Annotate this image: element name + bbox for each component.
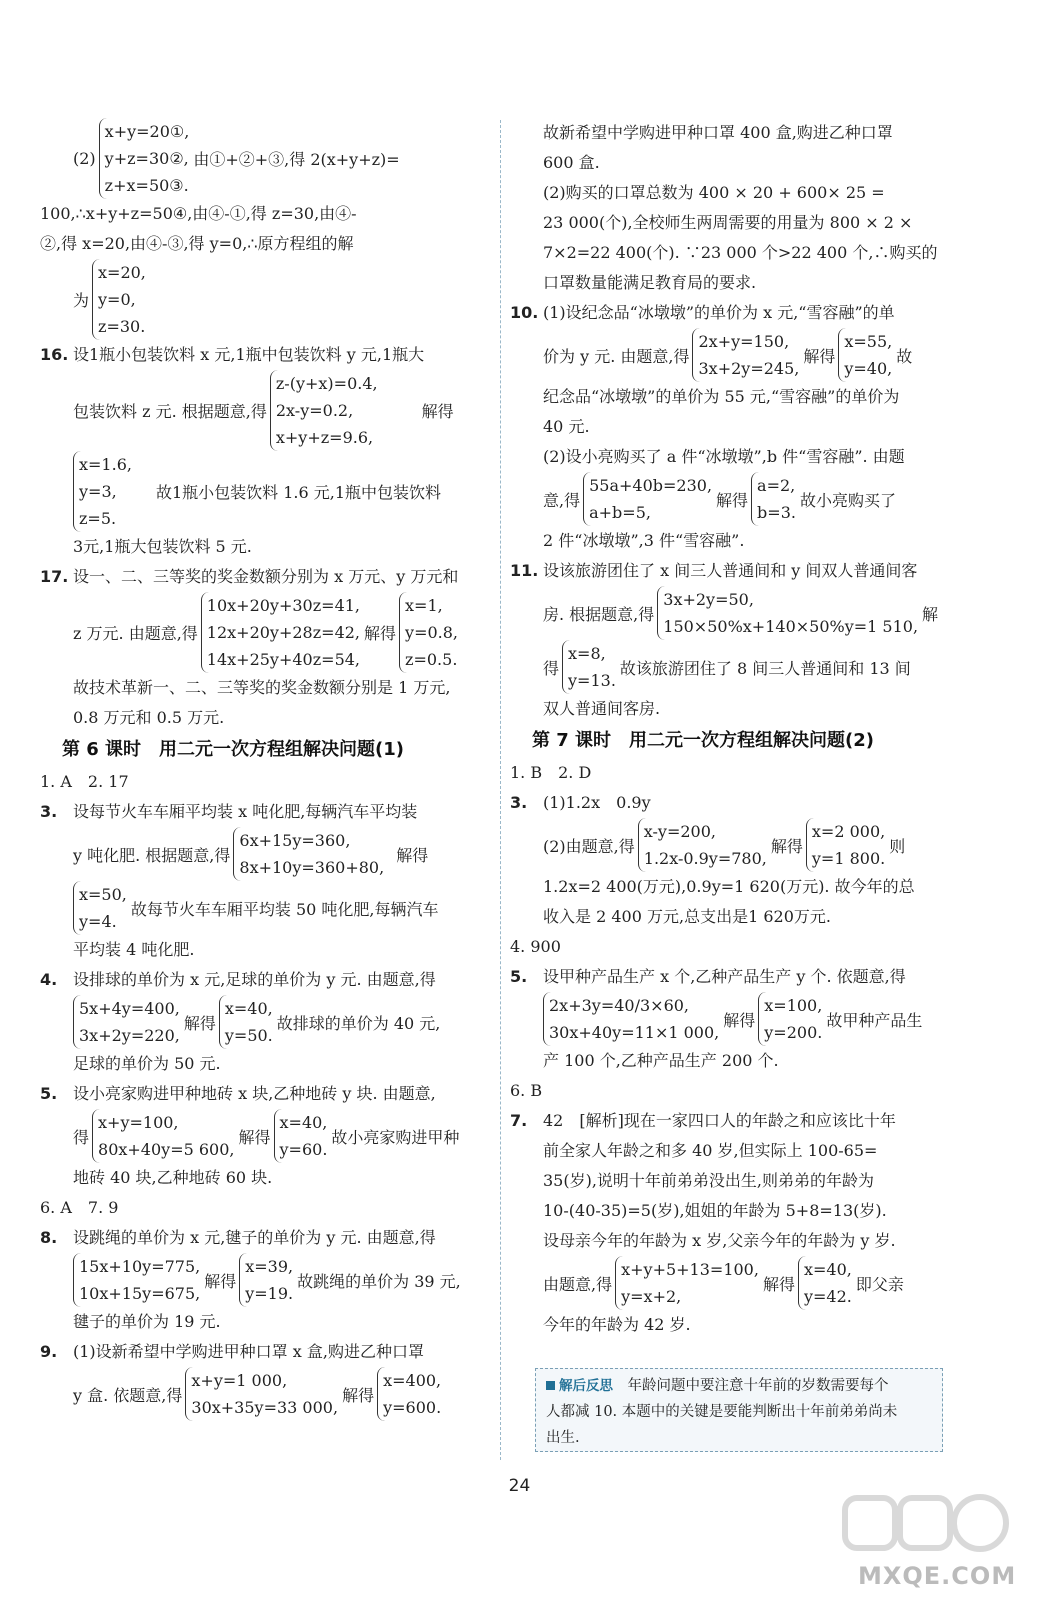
q15-solution: 为 x=20, y=0, z=30. [40, 259, 492, 340]
q5-left: 5. 设小亮家购进甲种地砖 x 块,乙种地砖 y 块. 由题意, [40, 1084, 436, 1103]
section-heading-lesson-6: 第 6 课时 用二元一次方程组解决问题(1) [62, 739, 405, 760]
equation-system: x+y=20①, y+z=30②, z+x=50③. [99, 118, 190, 199]
q7-right: 7. 42 [解析]现在一家四口人的年龄之和应该比十年 [510, 1111, 896, 1130]
q10-right: 10. (1)设纪念品“冰墩墩”的单价为 x 元,“雪容融”的单 [510, 303, 895, 322]
column-divider [500, 120, 501, 1460]
q11-right: 11. 设该旅游团住了 x 间三人普通间和 y 间双人普通间客 [510, 561, 918, 580]
q16: 16. 设1瓶小包装饮料 x 元,1瓶中包装饮料 y 元,1瓶大 [40, 345, 425, 364]
left-column: (2) x+y=20①, y+z=30②, z+x=50③. 由①+②+③,得 2(x+y+z)= 100,∴x+y+z=50④,由④-①,得 z=30,由④- ②,得 x=20,由④-③,得 y=0,∴原方程组的解 为 x=20, y=0, z=30. 16. 设1瓶小包装饮料 x 元,1瓶中包装饮料 y 元,1瓶大 包装饮料 z 元. 根据题意,得 z-(y+x)=0.4, 2x-y=0.2, x+y+z=9.6, 解得 x=1.6, y=3, z=5. 故1瓶小包装饮料 1.6 元,1瓶中包装饮料 3元,1瓶大包装饮料 5 元. 17. 设一、二、三等奖的奖金数额分别为 x 万元、y 万元和 z 万元. 由题意,得 10x+20y+30z=41, 12x+20y+28z=42, 14x+25y+40z=54, 解得 x=1, y=0.8, z=0.5. 故技术革新一、二、三等奖的奖金数额分别是 1 万元, 0.8 万元和 0.5 万元. 第 6 课时 用二元一次方程组解决问题(1) 1. A 2. 17 3. 设每节火车车厢平均装 x 吨化肥,每辆汽车平均装 y 吨化肥. 根据题意,得 6x+15y=360, 8x+10y=360+80, 解得 x=50, y=4. 故每节火车车厢平均装 50 吨化肥,每辆汽车 平均装 4 吨化肥. 4. 设排球的单价为 x 元,足球的单价为 y 元. 由题意,得 5x+4y=400, 3x+2y=220, 解得 x=40, y=50. 故排球的单价为 40 元, 足球的单价为 50 元. 5. 设小亮家购进甲种地砖 x 块,乙种地砖 y 块. 由题意, 得 x+y=100, 80x+40y=5 600, 解得 x=40, y=60. 故小亮家购进甲种 地砖 40 块,乙种地砖 60 块. 6. A 7. 9 8. 设跳绳的单价为 x 元,毽子的单价为 y 元. 由题意,得 15x+10y=775, 10x+15y=675, 解得 x=39, y=19. 故跳绳的单价为 39 元, 毽子的单价为 19 元. 9. (1)设新希望中学购进甲种口罩 x 盒,购进乙种口罩 y 盒. 依题意,得 x+y=1 000, 30x+35y=33 000, 解得 x=400, y=600. [40, 118, 492, 1421]
page-number: 24 [508, 1476, 531, 1496]
watermark-text: MXQE.COM [858, 1562, 1017, 1590]
q17: 17. 设一、二、三等奖的奖金数额分别为 x 万元、y 万元和 [40, 567, 459, 586]
q3-right: 3. (1)1.2x 0.9y [510, 793, 651, 812]
reflection-note-box: 解后反思 年龄问题中要注意十年前的岁数需要每个 人都减 10. 本题中的关键是要能判断出十年前弟弟尚未 出生. [535, 1368, 943, 1452]
q15-part2: (2) x+y=20①, y+z=30②, z+x=50③. 由①+②+③,得 2(x+y+z)= [40, 118, 492, 199]
reflection-title: 解后反思 [546, 1378, 613, 1394]
q4-left: 4. 设排球的单价为 x 元,足球的单价为 y 元. 由题意,得 [40, 970, 436, 989]
section-heading-lesson-7: 第 7 课时 用二元一次方程组解决问题(2) [532, 730, 875, 751]
q8-left: 8. 设跳绳的单价为 x 元,毽子的单价为 y 元. 由题意,得 [40, 1228, 436, 1247]
q5-right: 5. 设甲种产品生产 x 个,乙种产品生产 y 个. 依题意,得 [510, 967, 906, 986]
q9-left: 9. (1)设新希望中学购进甲种口罩 x 盒,购进乙种口罩 [40, 1342, 424, 1361]
q3-left: 3. 设每节火车车厢平均装 x 吨化肥,每辆汽车平均装 [40, 802, 418, 821]
right-column: 故新希望中学购进甲种口罩 400 盒,购进乙种口罩 600 盒. (2)购买的口罩总数为 400 × 20 + 600× 25 = 23 000(个),全校师生两周需要的用量为 800 × 2 × 7×2=22 400(个). ∵23 000 个>22 400 个,∴购买的 口罩数量能满足教育局的要求. 10. (1)设纪念品“冰墩墩”的单价为 x 元,“雪容融”的单 价为 y 元. 由题意,得 2x+y=150, 3x+2y=245, 解得 x=55, y=40, 故 纪念品“冰墩墩”的单价为 55 元,“雪容融”的单价为 40 元. (2)设小亮购买了 a 件“冰墩墩”,b 件“雪容融”. 由题 意,得 55a+40b=230, a+b=5, 解得 a=2, b=3. 故小亮购买了 2 件“冰墩墩”,3 件“雪容融”. 11. 设该旅游团住了 x 间三人普通间和 y 间双人普通间客 房. 根据题意,得 3x+2y=50, 150×50%x+140×50%y=1 510, 解 得 x=8, y=13. 故该旅游团住了 8 间三人普通间和 13 间 双人普通间客房. 第 7 课时 用二元一次方程组解决问题(2) 1. B 2. D 3. (1)1.2x 0.9y (2)由题意,得 x-y=200, 1.2x-0.9y=780, 解得 x=2 000, y=1 800. 则 1.2x=2 400(万元),0.9y=1 620(万元). 故今年的总 收入是 2 400 万元,总支出是1 620万元. 4. 900 5. 设甲种产品生产 x 个,乙种产品生产 y 个. 依题意,得 2x+3y=40/3×60, 30x+40y=11×1 000, 解得 x=100, y=200. 故甲种产品生 产 100 个,乙种产品生产 200 个. 6. B 7. 42 [解析]现在一家四口人的年龄之和应该比十年 前全家人年龄之和多 40 岁,但实际上 100-65= 35(岁),说明十年前弟弟没出生,则弟弟的年龄为 10-(40-35)=5(岁),姐姐的年龄为 5+8=13(岁). 设母亲今年的年龄为 x 岁,父亲今年的年龄为 y 岁. 由题意,得 x+y+5+13=100, y=x+2, 解得 x=40, y=42. 即父亲 今年的年龄为 42 岁. [510, 118, 962, 1340]
